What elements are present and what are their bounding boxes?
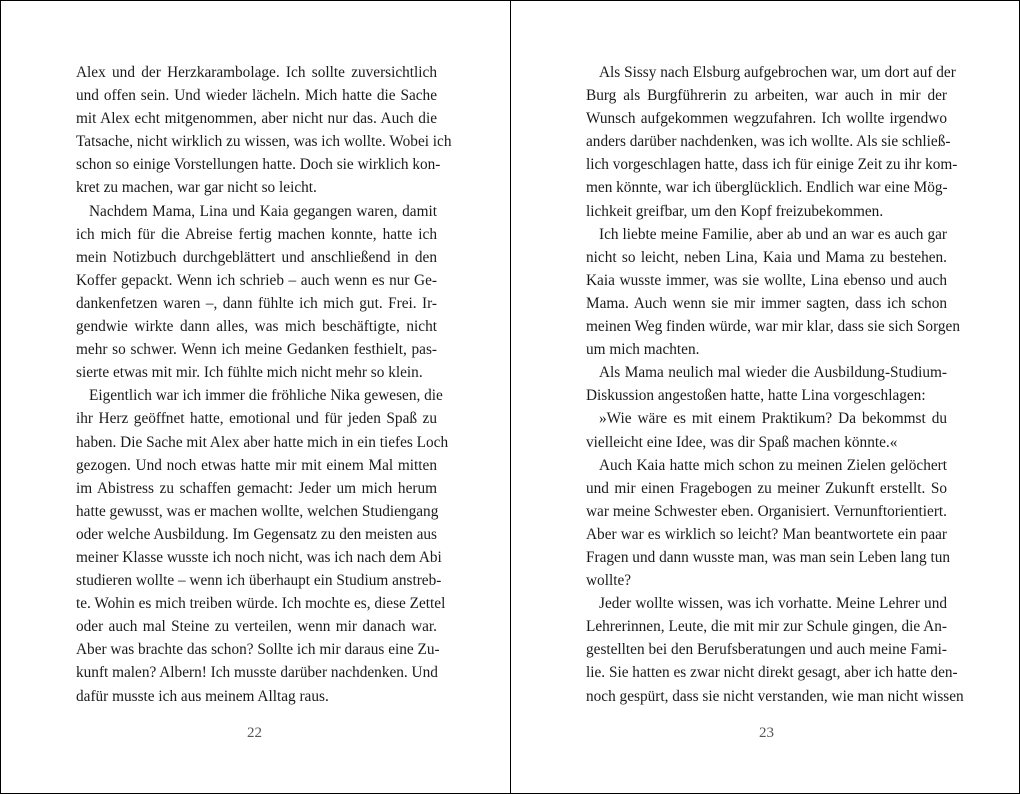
text-line: dafür musste ich aus meinem Alltag raus.: [76, 687, 329, 705]
text-line: Tatsache, nicht wirklich zu wissen, was ich wollte. Wobei ich: [76, 133, 452, 151]
text-line: vielleicht eine Idee, was dir Spaß machen könnte.«: [586, 433, 898, 451]
text-line: oder auch mal Steine zu verteilen, wenn mir danach war.: [76, 618, 437, 636]
paragraph: [586, 361, 947, 407]
text-line: Nachdem Mama, Lina und Kaia gegangen waren, damit: [89, 202, 437, 220]
text-line: gestellten bei den Berufsberatungen und auch meine Fami-: [586, 641, 947, 659]
text-line: sierte etwas mit mir. Ich fühlte mich nicht mehr so klein.: [76, 364, 423, 382]
page-number: 22: [247, 725, 262, 741]
text-line: um mich machten.: [586, 341, 700, 359]
text-line: Diskussion angestoßen hatte, hatte Lina vorgeschlagen:: [586, 387, 926, 405]
text-line: Ich liebte meine Familie, aber ab und an war es auch gar: [599, 225, 947, 243]
text-line: studieren wollte – wenn ich überhaupt ein Studium anstreb-: [76, 572, 442, 590]
paragraph: [586, 454, 951, 593]
text-line: mein Notizbuch durchgeblättert und anschließend in den: [76, 248, 437, 266]
text-line: Als Sissy nach Elsburg aufgebrochen war, um dort auf der: [599, 64, 956, 81]
text-line: meinen Weg finden würde, war mir klar, dass sie sich Sorgen: [586, 318, 960, 336]
text-line: lie. Sie hatten es zwar nicht direkt gesagt, aber ich hatte den-: [586, 664, 958, 682]
text-line: war meine Schwester eben. Organisiert. Vernunftorientiert.: [586, 502, 947, 520]
text-line: lichkeit greifbar, um den Kopf freizubekommen.: [586, 202, 884, 220]
text-line: ihr Herz geöffnet hatte, emotional und für jeden Spaß zu: [76, 410, 437, 428]
text-line: noch gespürt, dass sie nicht verstanden, wie man nicht wissen: [586, 687, 964, 705]
text-line: kunft malen? Albern! Ich musste darüber nachdenken. Und: [76, 664, 438, 682]
paragraph: [76, 384, 449, 707]
text-line: Koffer gepackt. Wenn ich schrieb – auch wenn es nur Ge-: [76, 271, 437, 289]
paragraph: [76, 61, 452, 200]
text-line: ich mich für die Abreise fertig machen konnte, hatte ich: [76, 225, 437, 243]
text-line: haben. Die Sache mit Alex aber hatte mich in ein tiefes Loch: [76, 433, 449, 451]
text-line: anders darüber nachdenken, was ich wollte. Als sie schließ-: [586, 133, 951, 151]
text-line: mehr so schwer. Wenn ich meine Gedanken festhielt, pas-: [76, 341, 437, 359]
text-line: Alex und der Herzkarambolage. Ich sollte zuversichtlich: [76, 64, 437, 81]
text-line: men könnte, war ich überglücklich. Endlich war eine Mög-: [586, 179, 948, 197]
text-line: Jeder wollte wissen, was ich vorhatte. Meine Lehrer und: [599, 595, 947, 613]
text-line: Mama. Auch wenn sie mir immer sagten, dass ich schon: [586, 294, 947, 312]
text-line: Auch Kaia hatte mich schon zu meinen Zielen gelöchert: [599, 456, 947, 474]
text-line: Als Mama neulich mal wieder die Ausbildung-Studium-: [599, 364, 947, 382]
text-line: Burg als Burgführerin zu arbeiten, war auch in mir der: [586, 87, 947, 105]
text-line: kret zu machen, war gar nicht so leicht.: [76, 179, 317, 197]
text-line: Wunsch aufgekommen wegzufahren. Ich wollte irgendwo: [586, 110, 947, 128]
text-line: im Abistress zu schaffen gemacht: Jeder um mich herum: [76, 479, 437, 497]
paragraph: [586, 223, 960, 362]
text-line: und offen sein. Und wieder lächeln. Mich hatte die Sache: [76, 87, 437, 105]
page-text: [586, 61, 964, 708]
text-line: dankenfetzen waren –, dann fühlte ich mich gut. Frei. Ir-: [76, 294, 437, 312]
text-line: Fragen und dann wusste man, was man sein Leben lang tun: [586, 548, 951, 566]
page-right: [510, 1, 1020, 793]
paragraph: [586, 61, 958, 223]
paragraph: [586, 407, 947, 453]
text-line: gezogen. Und noch etwas hatte mir mit einem Mal mitten: [76, 456, 437, 474]
text-line: Kaia wusste immer, was sie wollte, Lina ebenso und auch: [586, 271, 947, 289]
text-line: gendwie wirkte dann alles, was mich beschäftigte, nicht: [76, 318, 437, 336]
text-line: Aber was brachte das schon? Sollte ich mir daraus eine Zu-: [76, 641, 440, 659]
page-text: [76, 61, 452, 708]
text-line: oder welche Ausbildung. Im Gegensatz zu den meisten aus: [76, 525, 437, 543]
text-line: schon so einige Vorstellungen hatte. Doch sie wirklich kon-: [76, 156, 441, 174]
text-line: wollte?: [586, 572, 632, 590]
text-line: Eigentlich war ich immer die fröhliche Nika gewesen, die: [89, 387, 443, 405]
text-line: hatte gewusst, was er machen wollte, welchen Studiengang: [76, 502, 439, 520]
text-line: meiner Klasse wusste ich noch nicht, was ich nach dem Abi: [76, 548, 442, 566]
page-number: 23: [759, 725, 774, 741]
text-line: und mir einen Fragebogen zu meiner Zukunft erstellt. So: [586, 479, 947, 497]
text-line: Lehrerinnen, Leute, die mit mir zur Schule gingen, die An-: [586, 618, 947, 636]
text-line: mit Alex echt mitgenommen, aber nicht nur das. Auch die: [76, 110, 437, 128]
text-line: nicht so leicht, neben Lina, Kaia und Mama zu bestehen.: [586, 248, 947, 266]
text-line: »Wie wäre es mit einem Praktikum? Da bekommst du: [599, 410, 947, 428]
text-line: te. Wohin es mich treiben würde. Ich mochte es, diese Zettel: [76, 595, 446, 613]
paragraph: [586, 592, 964, 707]
page-left: [1, 1, 510, 793]
paragraph: [76, 200, 437, 385]
text-line: Aber war es wirklich so leicht? Man beantwortete ein paar: [586, 525, 947, 543]
text-line: lich vorgeschlagen hatte, dass ich für einige Zeit zu ihr kom-: [586, 156, 958, 174]
